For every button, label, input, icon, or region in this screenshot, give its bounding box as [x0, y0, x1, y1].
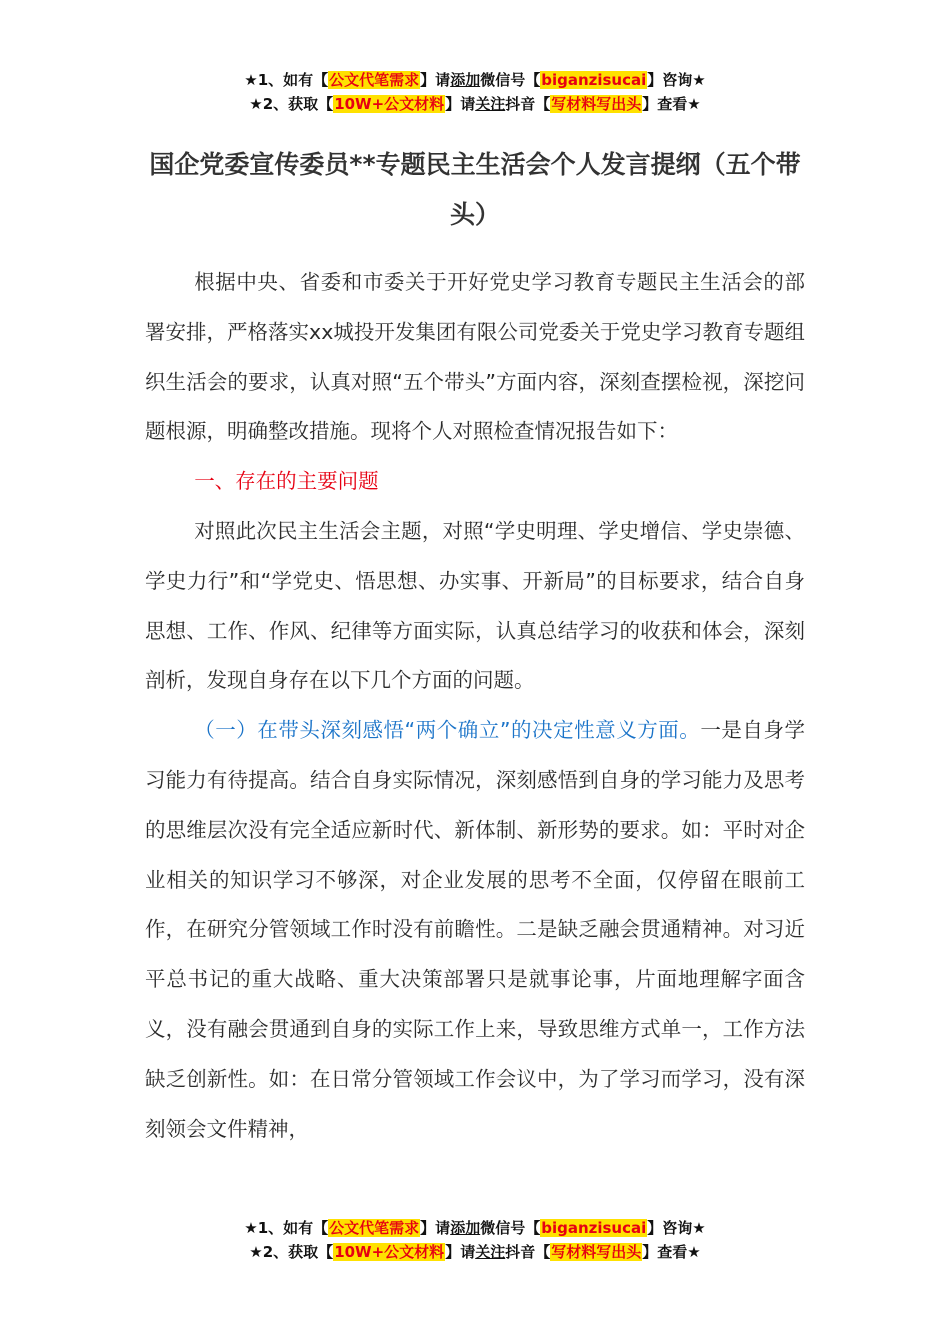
document-title: 国企党委宣传委员**专题民主生活会个人发言提纲（五个带头）: [149, 150, 801, 229]
banner-highlight-materials: 10W+公文材料: [334, 95, 445, 113]
banner-line-2: ★2、获取【10W+公文材料】请关注抖音【写材料写出头】查看★: [249, 95, 701, 113]
banner-line-1: ★1、如有【公文代笔需求】请添加微信号【biganzisucai】咨询★: [244, 1219, 706, 1237]
banner-highlight-service: 公文代笔需求: [329, 71, 420, 89]
subsection-paragraph: [145, 706, 805, 1154]
banner-highlight-materials: 10W+公文材料: [334, 1243, 445, 1261]
section-paragraph: 对照此次民主生活会主题，对照“学史明理、学史增信、学史崇德、学史力行”和“学党史、悟思想、办实事、开新局”的目标要求，结合自身思想、工作、作风、纪律等方面实际，认真总结学习的收获和体会，深刻剖析，发现自身存在以下几个方面的问题。: [145, 518, 805, 693]
banner-highlight-service: 公文代笔需求: [329, 1219, 420, 1237]
banner-highlight-wechat-id: biganzisucai: [541, 71, 647, 89]
subsection-text: 一是自身学习能力有待提高。结合自身实际情况，深刻感悟到自身的学习能力及思考的思维层次没有完全适应新时代、新体制、新形势的要求。如：平时对企业相关的知识学习不够深，对企业发展的思考不全面，仅停留在眼前工作，在研究分管领域工作时没有前瞻性。二是缺乏融会贯通精神。对习近平总书记的重大战略、重大决策部署只是就事论事，片面地理解字面含义，没有融会贯通到自身的实际工作上来，导致思维方式单一，工作方法缺乏创新性。如：在日常分管领域工作会议中，为了学习而学习，没有深刻领会文件精神，: [145, 718, 805, 1141]
intro-paragraph: 根据中央、省委和市委关于开好党史学习教育专题民主生活会的部署安排，严格落实xx城投开发集团有限公司党委关于党史学习教育专题组织生活会的要求，认真对照“五个带头”方面内容，深刻查摆检视，深挖问题根源，明确整改措施。现将个人对照检查情况报告如下：: [145, 270, 805, 444]
section-heading-problems: 一、存在的主要问题: [194, 469, 379, 494]
banner-highlight-wechat-id: biganzisucai: [541, 1219, 647, 1237]
subsection-heading: （一）在带头深刻感悟“两个确立”的决定性意义方面。: [194, 718, 701, 743]
top-banner: [0, 68, 950, 116]
banner-line-2: ★2、获取【10W+公文材料】请关注抖音【写材料写出头】查看★: [249, 1243, 701, 1261]
banner-highlight-douyin-id: 写材料写出头: [551, 95, 642, 113]
banner-line-1: ★1、如有【公文代笔需求】请添加微信号【biganzisucai】咨询★: [244, 71, 706, 89]
bottom-banner: [0, 1216, 950, 1264]
banner-highlight-douyin-id: 写材料写出头: [551, 1243, 642, 1261]
document-body: [145, 258, 805, 1154]
